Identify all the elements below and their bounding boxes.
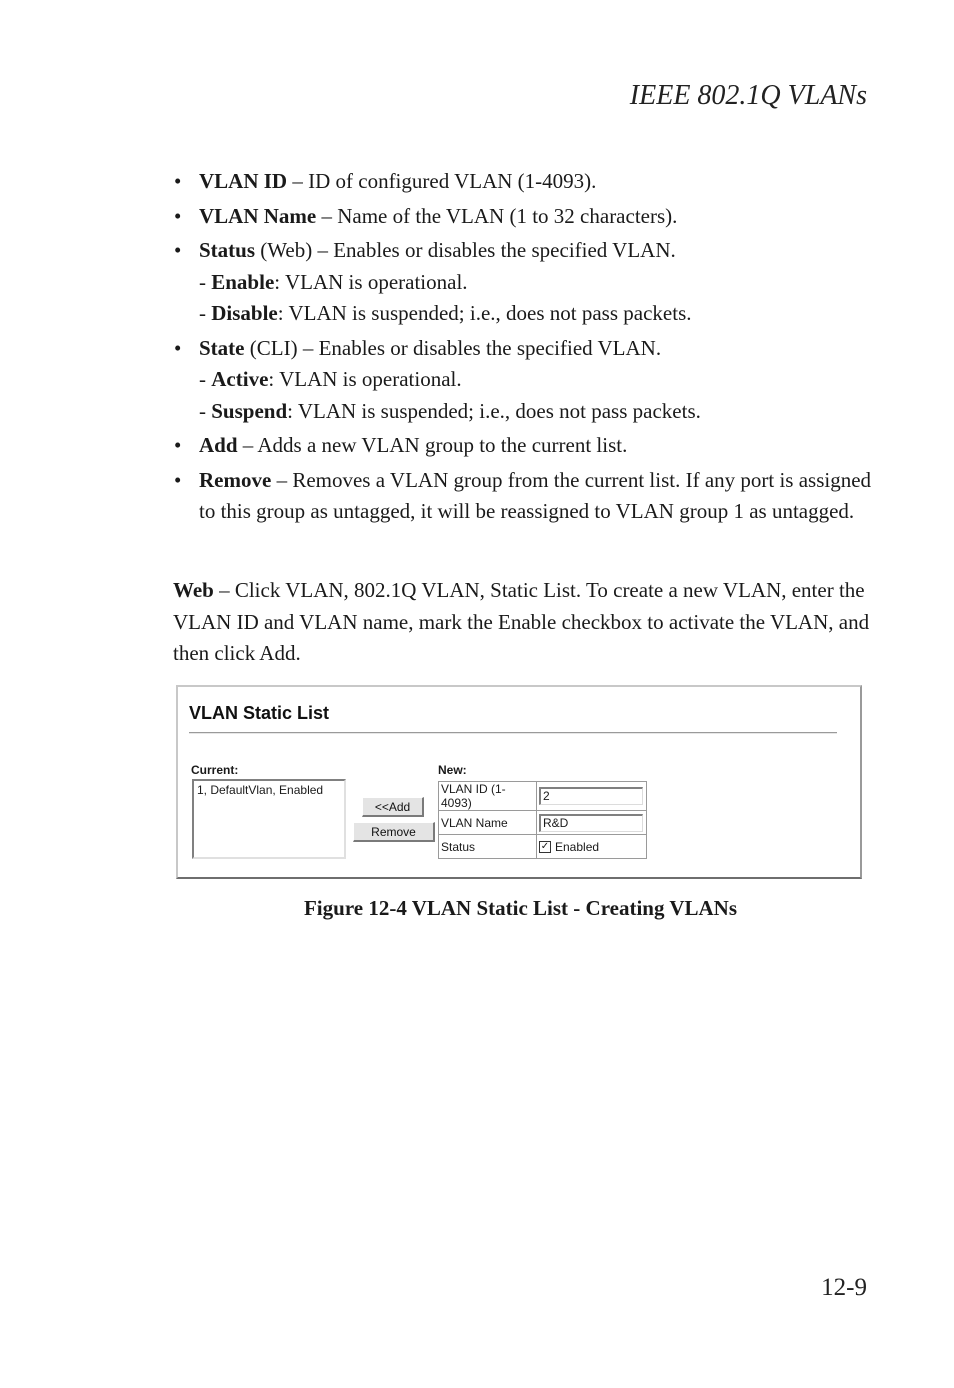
vlan-static-list-panel	[176, 685, 862, 879]
term: State	[199, 335, 245, 360]
new-vlan-form	[438, 781, 647, 859]
term: VLAN ID	[199, 169, 288, 193]
sub-item: - Enable: VLAN is operational.	[199, 269, 468, 294]
sub-description: : VLAN is suspended; i.e., does not pass packets.	[287, 398, 701, 423]
page-number: 12-9	[821, 1274, 867, 1301]
sub-item: - Suspend: VLAN is suspended; i.e., does not pass packets.	[199, 398, 701, 423]
sub-item: - Disable: VLAN is suspended; i.e., does not pass packets.	[199, 301, 692, 325]
vlan-name-label: VLAN Name	[439, 811, 537, 835]
list-item	[174, 465, 874, 528]
description: – Name of the VLAN (1 to 32 characters).	[316, 203, 678, 228]
sub-term: Enable	[211, 269, 275, 294]
current-label: Current:	[191, 763, 239, 777]
status-checkbox-label: Enabled	[555, 839, 600, 854]
list-item	[174, 430, 874, 462]
panel-title: VLAN Static List	[189, 703, 330, 723]
running-header: IEEE 802.1Q VLANs	[629, 80, 867, 111]
vlan-name-field[interactable]: R&D	[539, 814, 643, 832]
description: – Click VLAN, 802.1Q VLAN, Static List. To create a new VLAN, enter the VLAN ID and VLAN name, mark the Enable checkbox to activate the VLAN, and then click Add.	[173, 578, 870, 665]
sub-term: Active	[211, 367, 269, 391]
vlan-id-label: VLAN ID (1-4093)	[439, 782, 537, 811]
new-label: New:	[438, 763, 467, 777]
divider	[189, 732, 837, 734]
bullet-list	[174, 166, 874, 531]
description: (Web) – Enables or disables the specified VLAN.	[255, 238, 676, 262]
list-item	[174, 235, 874, 330]
term: Remove	[199, 467, 272, 492]
sub-description: : VLAN is operational.	[268, 367, 462, 391]
description: (CLI) – Enables or disables the specified VLAN.	[244, 335, 662, 360]
sub-term: Disable	[211, 301, 278, 325]
term: VLAN Name	[199, 203, 317, 228]
description: – Removes a VLAN group from the current list. If any port is assigned to this group as untagged, it will be reassigned to VLAN group 1 as untagged.	[199, 467, 872, 523]
status-enabled-checkbox[interactable]: ✓	[540, 841, 550, 853]
term: Status	[199, 238, 256, 262]
list-item	[174, 333, 874, 428]
list-item[interactable]: 1, DefaultVlan, Enabled	[197, 783, 324, 797]
list-item	[174, 201, 874, 233]
description: – ID of configured VLAN (1-4093).	[287, 169, 597, 193]
sub-description: : VLAN is operational.	[274, 269, 468, 294]
sub-term: Suspend	[211, 398, 288, 423]
description: – Adds a new VLAN group to the current list.	[237, 433, 628, 457]
add-button[interactable]: <<Add	[362, 797, 424, 817]
term: Web	[173, 578, 214, 602]
status-label: Status	[439, 835, 537, 859]
vlan-id-field[interactable]: 2	[539, 787, 643, 805]
sub-description: : VLAN is suspended; i.e., does not pass packets.	[277, 301, 692, 325]
figure-caption: Figure 12-4 VLAN Static List - Creating VLANs	[303, 896, 738, 920]
current-vlan-listbox[interactable]	[192, 779, 346, 859]
web-instructions	[173, 575, 873, 670]
sub-item: - Active: VLAN is operational.	[199, 367, 462, 391]
list-item	[174, 166, 874, 198]
remove-button[interactable]: Remove	[353, 822, 435, 842]
term: Add	[199, 433, 238, 457]
